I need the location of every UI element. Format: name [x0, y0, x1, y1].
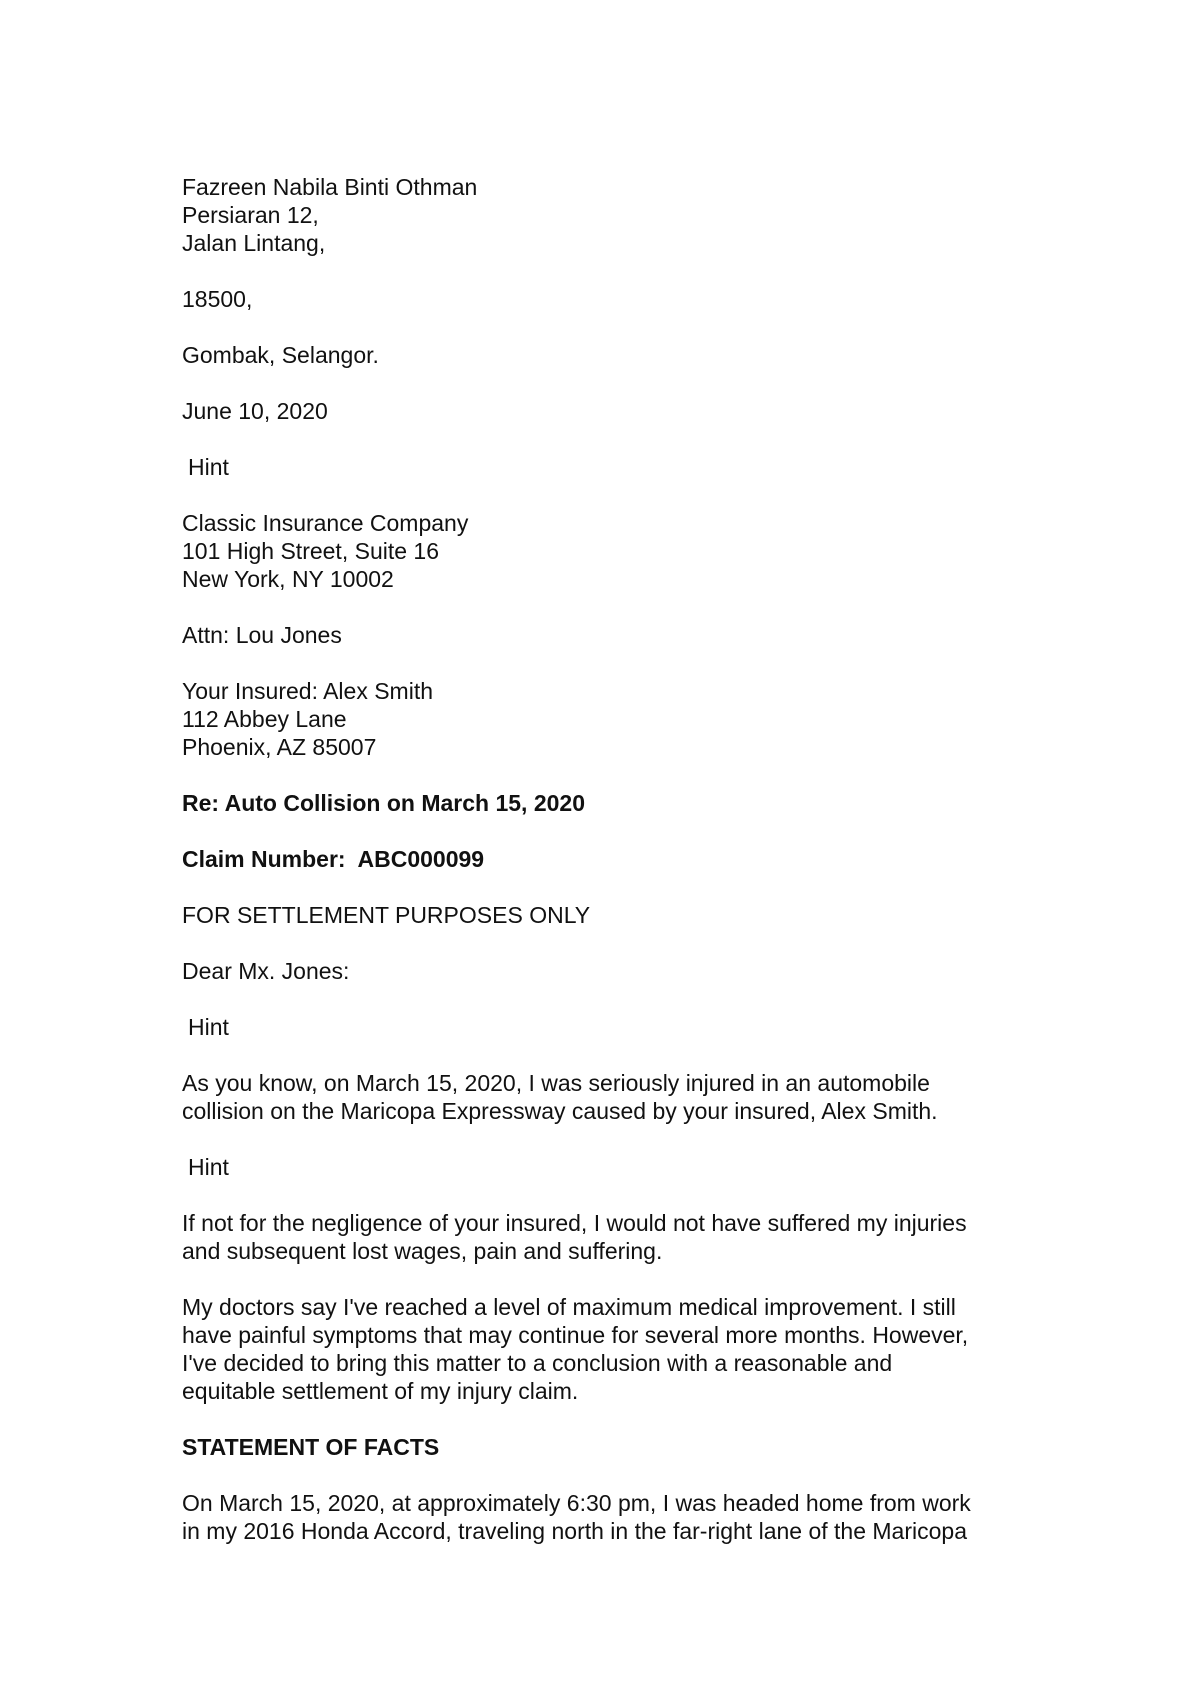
body-p1-line2: collision on the Maricopa Expressway caused by your insured, Alex Smith. — [182, 1098, 938, 1124]
recipient-street: 101 High Street, Suite 16 — [182, 538, 439, 564]
letter-date: June 10, 2020 — [182, 398, 328, 424]
recipient-company: Classic Insurance Company — [182, 510, 469, 536]
body-p2-line1: If not for the negligence of your insured, I would not have suffered my injuries — [182, 1210, 967, 1236]
body-p1-line1: As you know, on March 15, 2020, I was seriously injured in an automobile — [182, 1070, 930, 1096]
sender-address-line1: Persiaran 12, — [182, 202, 319, 228]
body-p3-line2: have painful symptoms that may continue for several more months. However, — [182, 1322, 969, 1348]
re-line: Re: Auto Collision on March 15, 2020 — [182, 790, 586, 816]
hint-label: Hint — [188, 454, 229, 480]
insured-line3: Phoenix, AZ 85007 — [182, 734, 377, 760]
letter-body — [182, 173, 1042, 1545]
sender-city-state: Gombak, Selangor. — [182, 342, 379, 368]
recipient-attn: Attn: Lou Jones — [182, 622, 342, 648]
facts-heading: STATEMENT OF FACTS — [182, 1434, 440, 1460]
facts-line2: in my 2016 Honda Accord, traveling north in the far-right lane of the Maricopa — [182, 1518, 967, 1544]
salutation: Dear Mx. Jones: — [182, 958, 350, 984]
body-p3-line4: equitable settlement of my injury claim. — [182, 1378, 579, 1404]
insured-line2: 112 Abbey Lane — [182, 706, 347, 732]
body-p3-line1: My doctors say I've reached a level of maximum medical improvement. I still — [182, 1294, 956, 1320]
hint-label: Hint — [188, 1014, 229, 1040]
body-p3-line3: I've decided to bring this matter to a conclusion with a reasonable and — [182, 1350, 893, 1376]
sender-address-line2: Jalan Lintang, — [182, 230, 326, 256]
claim-number-line: Claim Number: ABC000099 — [182, 846, 485, 872]
sender-postcode: 18500, — [182, 286, 253, 312]
sender-name: Fazreen Nabila Binti Othman — [182, 174, 478, 200]
facts-line1: On March 15, 2020, at approximately 6:30 pm, I was headed home from work — [182, 1490, 971, 1516]
settlement-note: FOR SETTLEMENT PURPOSES ONLY — [182, 902, 591, 928]
insured-line1: Your Insured: Alex Smith — [182, 678, 434, 704]
body-p2-line2: and subsequent lost wages, pain and suffering. — [182, 1238, 663, 1264]
recipient-city: New York, NY 10002 — [182, 566, 394, 592]
hint-label: Hint — [188, 1154, 229, 1180]
